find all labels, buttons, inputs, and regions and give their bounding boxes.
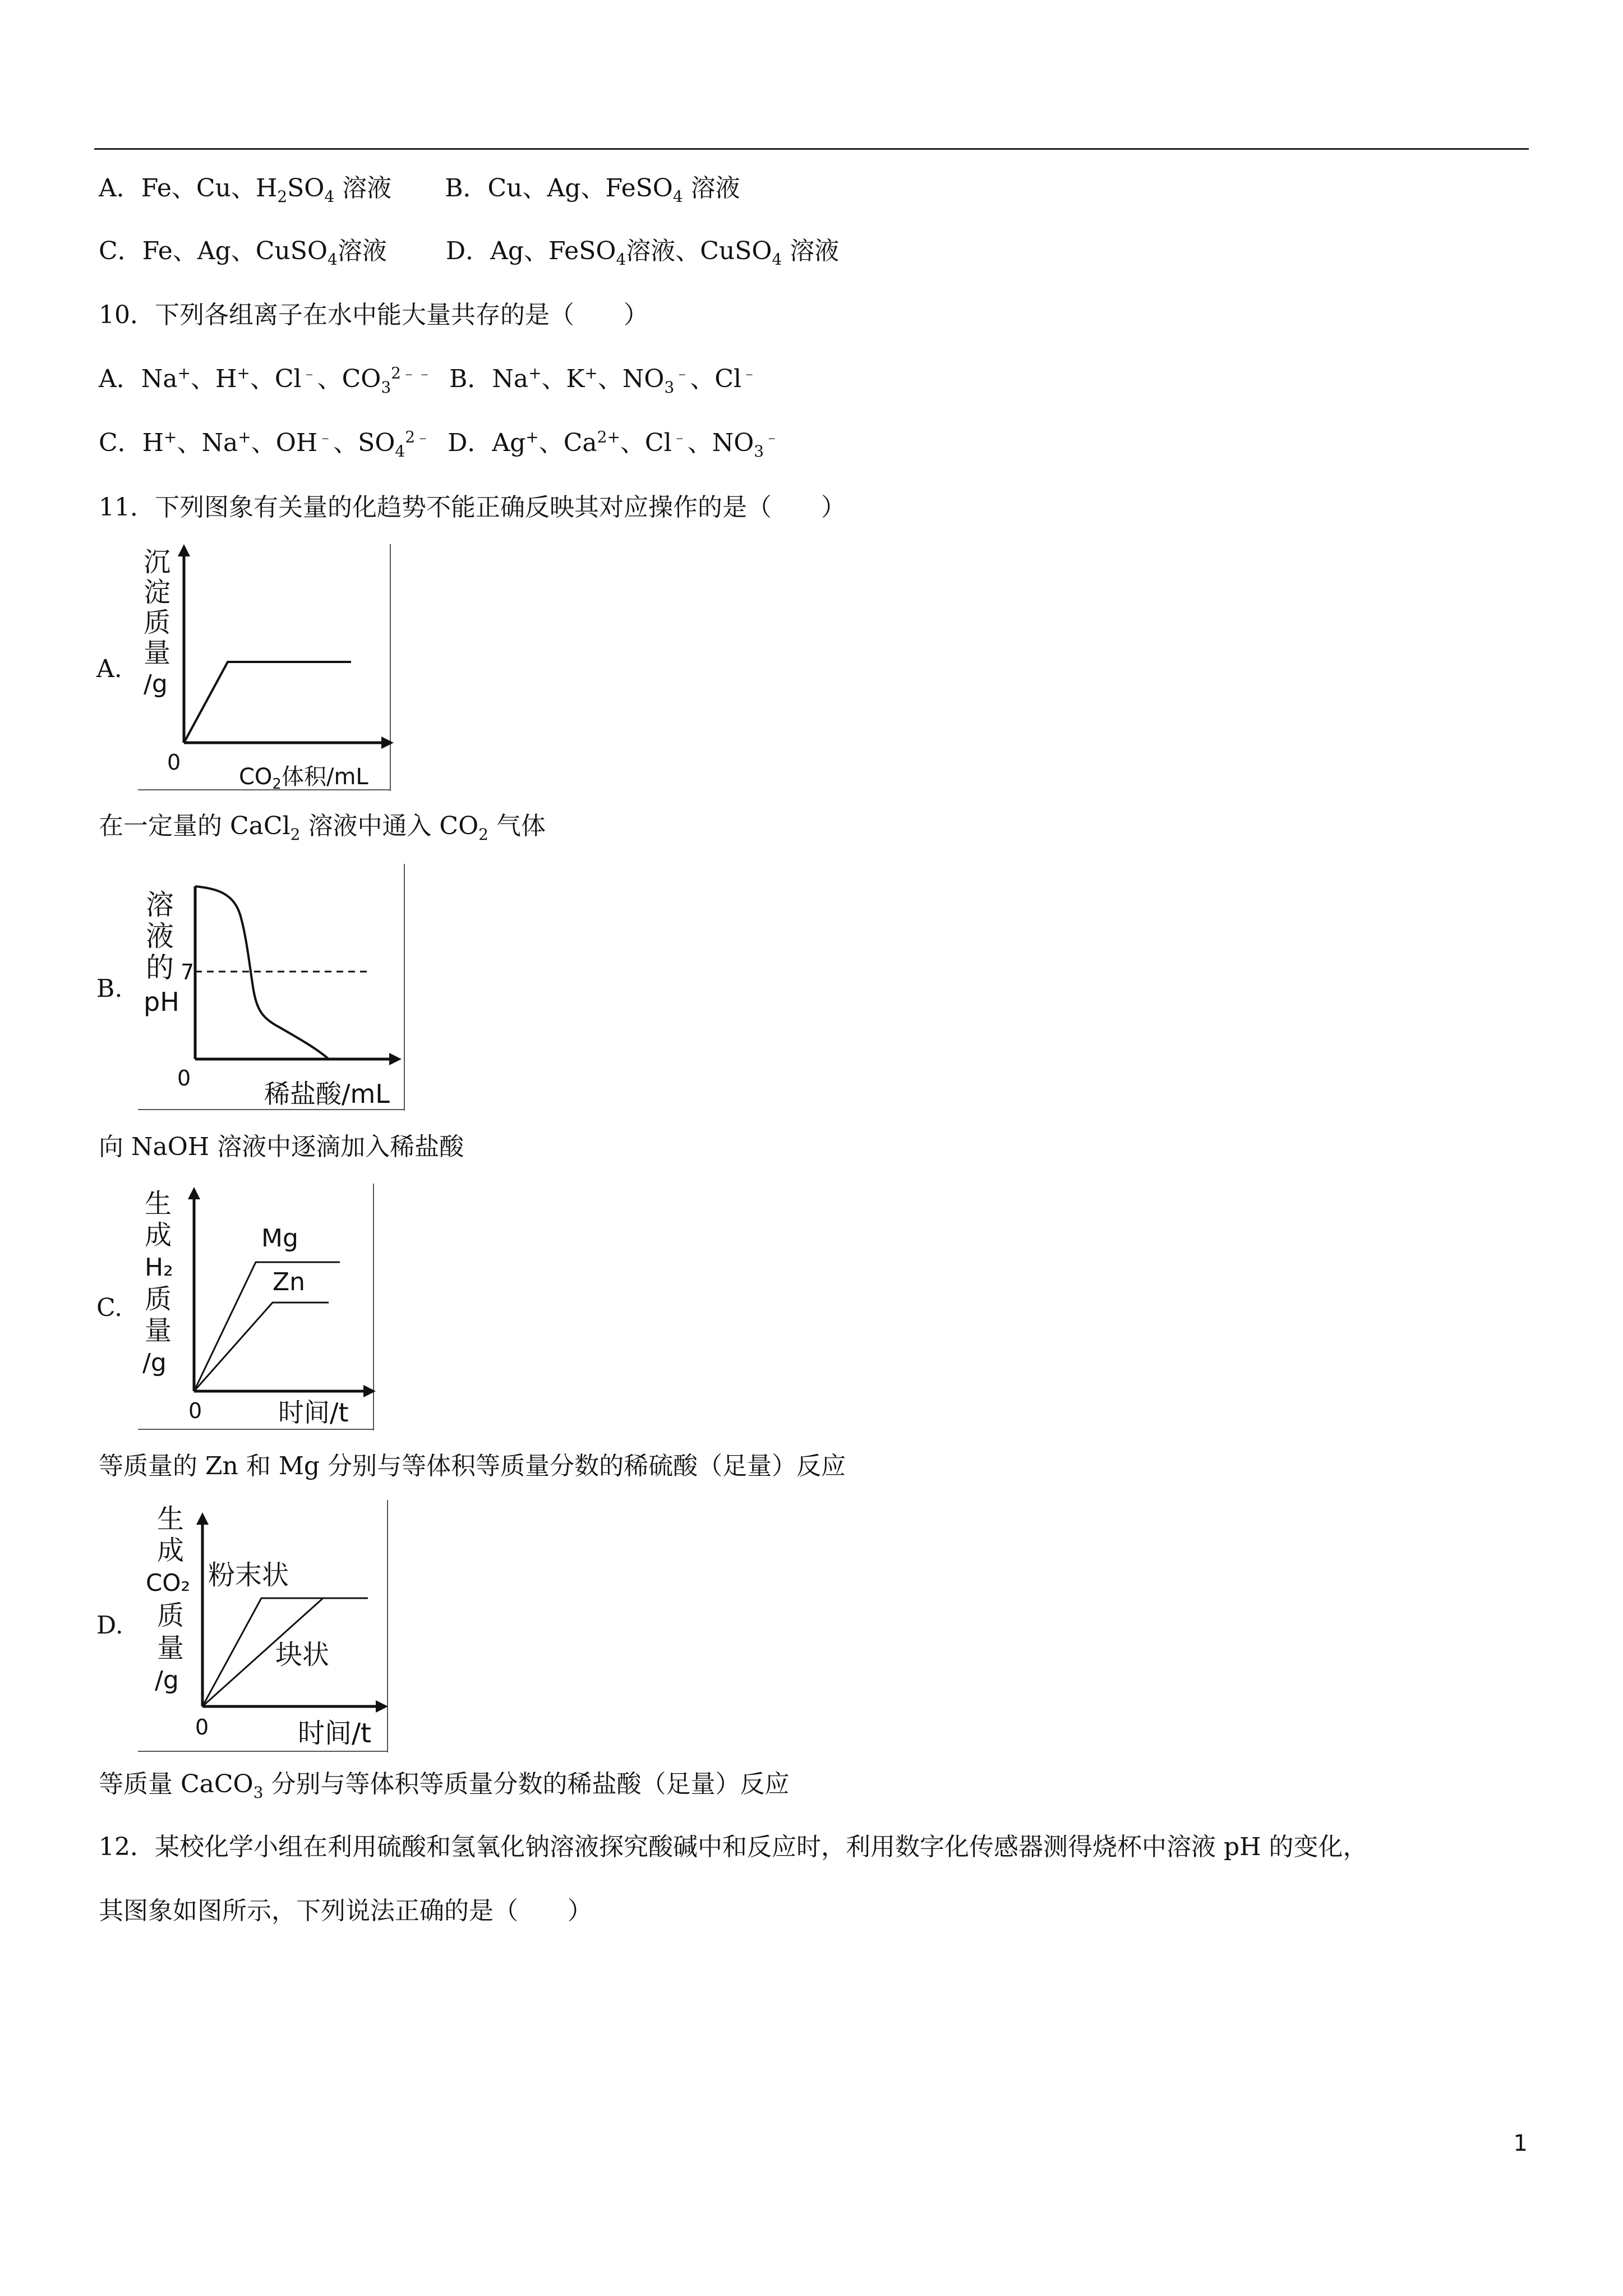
fig-b-caption: 向 NaOH 溶液中逐滴加入稀盐酸 (99, 1133, 464, 1161)
fig-c-series-mg-label: Mg (261, 1224, 298, 1253)
header-rule (94, 148, 1529, 150)
fig-b-ylabel-4: pH (144, 987, 179, 1017)
fig-c-y-arrow (188, 1187, 200, 1199)
fig-a-ylabel-5: /g (144, 670, 168, 698)
fig-b-origin: 0 (177, 1066, 191, 1091)
fig-c-ylabel-2: 成 (145, 1220, 172, 1251)
fig-b-xlabel: 稀盐酸/mL (264, 1079, 390, 1109)
fig-a-x-arrow (381, 737, 394, 749)
fig-a-option-label: A. (96, 655, 122, 683)
fig-d-y-arrow (196, 1512, 209, 1525)
fig-b-ylabel-3: 的 (146, 951, 174, 984)
fig-d-xlabel: 时间/t (298, 1718, 371, 1749)
fig-b-graph (138, 864, 407, 1111)
fig-a-origin: 0 (167, 750, 181, 775)
fig-a-ylabel-2: 淀 (144, 577, 171, 608)
fig-a-ylabel-1: 沉 (144, 546, 171, 578)
q10-options-row2: C．H+、Na+、OH﹣、$SO_4^{2﹣}$ D．Ag+、$Ca^{2+}$、Cl﹣、$NO_3^﹣$ (99, 427, 780, 461)
fig-d-ylabel-3: CO₂ (146, 1569, 191, 1596)
fig-b-ylabel-2: 液 (146, 920, 174, 953)
fig-b-curve (195, 886, 329, 1059)
fig-c-series-zn-label: Zn (273, 1268, 306, 1296)
fig-c-ylabel-1: 生 (145, 1188, 172, 1220)
fig-d-option-label: D. (96, 1611, 123, 1640)
fig-d-caption: 等质量 CaCO$_3$ 分别与等体积等质量分数的稀盐酸（足量）反应 (99, 1770, 790, 1802)
fig-d-ylabel-5: 量 (157, 1632, 185, 1664)
fig-b-x-arrow (389, 1053, 402, 1065)
fig-c-series-zn (194, 1303, 329, 1391)
fig-d-ylabel-6: /g (155, 1666, 179, 1695)
fig-c-ylabel-5: 量 (145, 1315, 172, 1346)
q10-stem: 10．下列各组离子在水中能大量共存的是（ ） (99, 301, 648, 329)
fig-a-ylabel-3: 质 (144, 607, 171, 638)
fig-d-ylabel-1: 生 (157, 1503, 185, 1535)
fig-c-xlabel: 时间/t (278, 1397, 349, 1428)
q9-options-row1: A．Fe、Cu、$H_2SO_4$ 溶液 B．Cu、Ag、FeSO$_4$ 溶液 (99, 174, 740, 206)
fig-a-xlabel: $CO_2$体积/mL (239, 764, 368, 793)
fig-d-series-block-label: 块状 (275, 1639, 330, 1671)
q11-stem: 11．下列图象有关量的化趋势不能正确反映其对应操作的是（ ） (99, 493, 846, 522)
fig-d-x-arrow (376, 1700, 388, 1713)
fig-a-y-arrow (178, 544, 190, 556)
q12-stem-line2: 其图象如图所示，下列说法正确的是（ ） (99, 1897, 592, 1925)
page-number: 1 (1513, 2131, 1528, 2156)
fig-d-origin: 0 (195, 1715, 209, 1740)
fig-a-ylabel-4: 量 (144, 637, 171, 669)
fig-b-option-label: B. (96, 974, 123, 1003)
fig-c-option-label: C. (96, 1294, 123, 1322)
q12-stem-line1: 12．某校化学小组在利用硫酸和氢氧化钠溶液探究酸碱中和反应时，利用数字化传感器测得烧杯中溶液 pH 的变化， (99, 1833, 1368, 1861)
fig-d-series-powder-label: 粉末状 (208, 1559, 289, 1591)
fig-d-graph (138, 1500, 396, 1752)
fig-a-curve (184, 662, 351, 743)
fig-c-origin: 0 (188, 1398, 202, 1423)
fig-d-ylabel-4: 质 (157, 1600, 185, 1631)
fig-a-caption: 在一定量的 CaCl$_2$ 溶液中通入 $CO_2$ 气体 (99, 812, 546, 844)
fig-b-ylabel-1: 溶 (146, 889, 174, 921)
q9-options-row2: C．Fe、Ag、CuSO$_4$溶液 D．Ag、FeSO$_4$溶液、CuSO$_4$ 溶液 (99, 237, 840, 269)
q10-options-row1: A．Na+、H+、Cl﹣、$CO_3^{2﹣﹣}$ B．Na+、K+、$NO_3^﹣$、Cl﹣ (99, 364, 758, 397)
fig-c-graph (138, 1184, 379, 1430)
fig-c-ylabel-3: H₂ (145, 1253, 173, 1282)
fig-d-ylabel-2: 成 (157, 1535, 185, 1566)
fig-c-ylabel-4: 质 (145, 1283, 172, 1315)
fig-c-caption: 等质量的 Zn 和 Mg 分别与等体积等质量分数的稀硫酸（足量）反应 (99, 1452, 846, 1480)
fig-b-tick-7: 7 (181, 960, 195, 984)
fig-c-series-mg (194, 1262, 340, 1391)
fig-c-ylabel-6: /g (142, 1349, 167, 1377)
fig-a-graph (138, 544, 396, 791)
